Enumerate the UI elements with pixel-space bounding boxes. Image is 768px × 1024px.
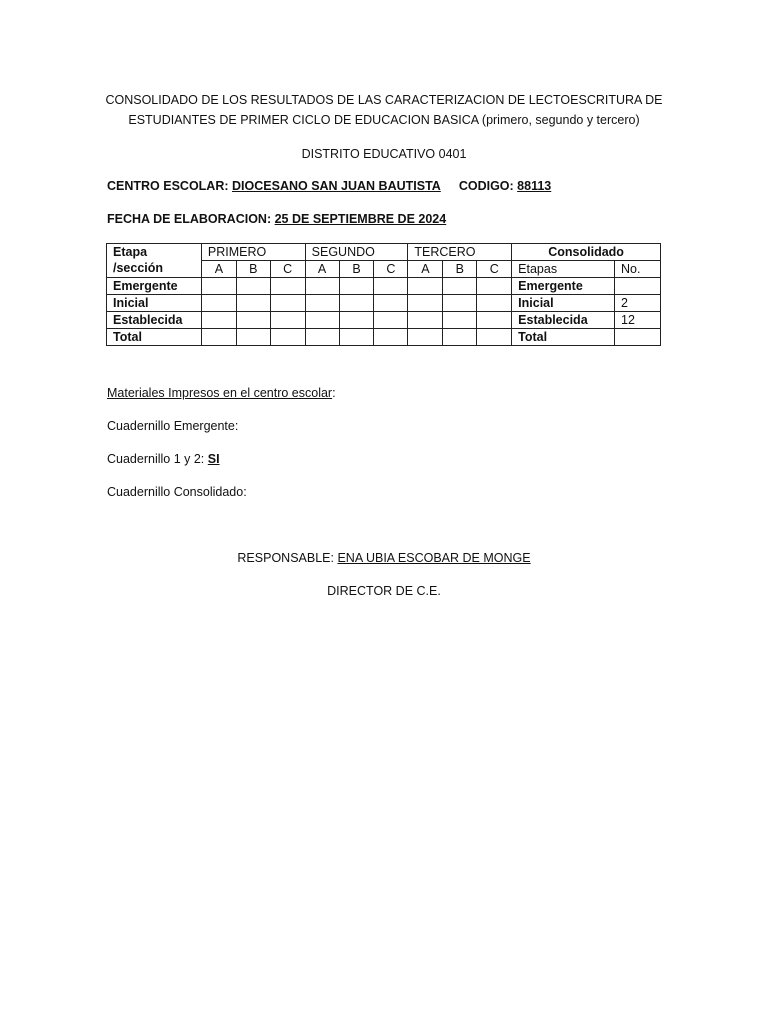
- responsible-label: RESPONSABLE:: [237, 551, 334, 565]
- etapa-header: [107, 244, 202, 278]
- table-cell: [443, 295, 477, 312]
- cons-label: Establecida: [512, 312, 615, 329]
- table-cell: [408, 329, 443, 346]
- row-label: Total: [107, 329, 202, 346]
- table-cell: [339, 329, 374, 346]
- materials-heading-text: Materiales Impresos en el centro escolar: [107, 386, 333, 400]
- row-label: Inicial: [107, 295, 202, 312]
- cons-label: Total: [512, 329, 615, 346]
- school-label: CENTRO ESCOLAR:: [107, 179, 229, 193]
- table-cell: [477, 278, 512, 295]
- cons-no: 12: [615, 312, 661, 329]
- table-cell: [305, 278, 339, 295]
- table-cell: [374, 312, 408, 329]
- section-header: A: [201, 261, 236, 278]
- responsible-name: ENA UBIA ESCOBAR DE MONGE: [337, 551, 531, 565]
- row-label: Emergente: [107, 278, 202, 295]
- row-label: Establecida: [107, 312, 202, 329]
- table-cell: [305, 312, 339, 329]
- date-value: 25 DE SEPTIEMBRE DE 2024: [274, 212, 447, 226]
- table-cell: [305, 295, 339, 312]
- director-line: DIRECTOR DE C.E.: [327, 584, 441, 598]
- district-line: DISTRITO EDUCATIVO 0401: [301, 147, 467, 161]
- table-cell: [477, 312, 512, 329]
- table-cell: [201, 295, 236, 312]
- title-line-2: ESTUDIANTES DE PRIMER CICLO DE EDUCACION BASICA (primero, segundo y tercero): [128, 113, 640, 127]
- section-header: C: [374, 261, 408, 278]
- table-cell: [477, 329, 512, 346]
- table-cell: [374, 278, 408, 295]
- table-cell: [443, 312, 477, 329]
- cons-label: Emergente: [512, 278, 615, 295]
- etapa-header-line1: Etapa: [113, 245, 148, 259]
- date-line: [107, 212, 446, 226]
- results-table: [106, 243, 661, 346]
- school-line: [107, 179, 551, 193]
- table-cell: [201, 329, 236, 346]
- table-cell: [236, 295, 270, 312]
- table-cell: [408, 312, 443, 329]
- materials-heading: [107, 386, 336, 400]
- date-label: FECHA DE ELABORACION:: [107, 212, 272, 226]
- table-row: [107, 278, 661, 295]
- table-cell: [201, 312, 236, 329]
- table-cell: [408, 295, 443, 312]
- table-cell: [270, 295, 305, 312]
- cons-label: Inicial: [512, 295, 615, 312]
- cons-no: 2: [615, 295, 661, 312]
- section-header: C: [270, 261, 305, 278]
- table-cell: [339, 312, 374, 329]
- section-header: A: [305, 261, 339, 278]
- cons-no: [615, 329, 661, 346]
- table-cell: [374, 295, 408, 312]
- table-row: [107, 312, 661, 329]
- code-label: CODIGO:: [458, 179, 514, 193]
- cuadernillo-1-2-value: SI: [207, 452, 220, 466]
- table-cell: [201, 278, 236, 295]
- grade-header-tercero: TERCERO: [408, 244, 512, 261]
- table-cell: [477, 295, 512, 312]
- table-cell: [339, 295, 374, 312]
- cuadernillo-consolidado-line: Cuadernillo Consolidado:: [107, 485, 247, 499]
- section-header: C: [477, 261, 512, 278]
- table-cell: [270, 278, 305, 295]
- table-cell: [270, 312, 305, 329]
- grade-header-primero: PRIMERO: [201, 244, 305, 261]
- grade-header-segundo: SEGUNDO: [305, 244, 408, 261]
- consolidado-header: Consolidado: [512, 244, 661, 261]
- table-cell: [236, 278, 270, 295]
- materials-heading-colon: :: [332, 386, 336, 400]
- table-cell: [236, 329, 270, 346]
- table-row: [107, 295, 661, 312]
- etapa-header-line2: /sección: [113, 261, 164, 275]
- code-value: 88113: [517, 179, 552, 193]
- section-header: B: [443, 261, 477, 278]
- table-cell: [305, 329, 339, 346]
- table-row: [107, 329, 661, 346]
- table-cell: [236, 312, 270, 329]
- section-header: A: [408, 261, 443, 278]
- responsible-line: [0, 551, 768, 565]
- section-header: B: [339, 261, 374, 278]
- table-header-row: [107, 244, 661, 261]
- table-cell: [443, 329, 477, 346]
- table-cell: [374, 329, 408, 346]
- school-value: DIOCESANO SAN JUAN BAUTISTA: [232, 179, 441, 193]
- cons-no: [615, 278, 661, 295]
- etapas-header: Etapas: [512, 261, 615, 278]
- table-cell: [339, 278, 374, 295]
- table-cell: [408, 278, 443, 295]
- cuadernillo-emergente-line: Cuadernillo Emergente:: [107, 419, 239, 433]
- title-line-1: CONSOLIDADO DE LOS RESULTADOS DE LAS CARACTERIZACION DE LECTOESCRITURA DE: [105, 93, 663, 107]
- cuadernillo-1-2-label: Cuadernillo 1 y 2:: [107, 452, 205, 466]
- section-header: B: [236, 261, 270, 278]
- table-cell: [443, 278, 477, 295]
- no-header: No.: [615, 261, 661, 278]
- table-cell: [270, 329, 305, 346]
- cuadernillo-1-2-line: [107, 452, 220, 466]
